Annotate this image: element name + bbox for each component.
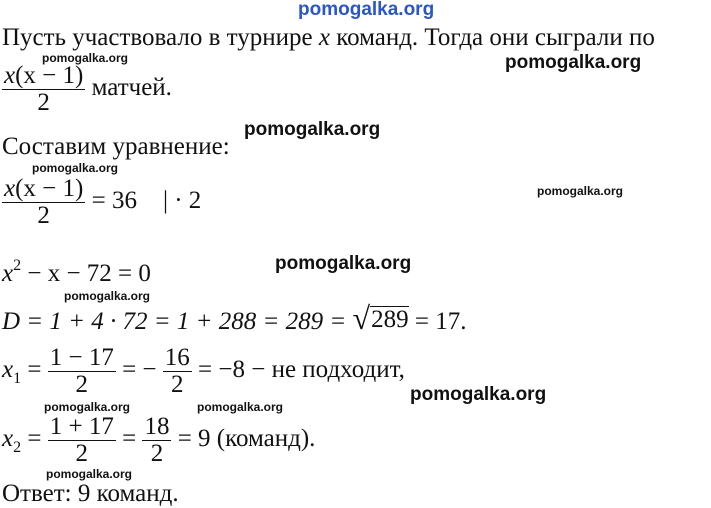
x1-den2: 2 (171, 371, 184, 398)
watermark: pomogalka.org (44, 400, 131, 414)
eq1-operation: | · 2 (162, 187, 202, 215)
x1-num2: 16 (164, 344, 190, 371)
watermark: pomogalka.org (42, 51, 129, 65)
watermark-top: pomogalka.org (298, 0, 435, 20)
watermark: pomogalka.org (537, 184, 624, 198)
compose-heading: Составим уравнение: (2, 133, 230, 160)
root-x1-line (2, 345, 405, 398)
answer-line: Ответ: 9 команд. (2, 480, 179, 507)
disc-radicand: 289 (371, 306, 409, 333)
x2-den: 2 (75, 440, 89, 467)
x1-eq: = (21, 356, 48, 384)
eq2-exponent: 2 (13, 257, 22, 274)
x2-fraction-2 (142, 414, 171, 467)
watermark: pomogalka.org (505, 52, 642, 73)
eq1-rhs: = 36 (85, 187, 137, 215)
eq1-den: 2 (37, 202, 50, 229)
x1-sub: 1 (13, 370, 22, 388)
x1-tail: = −8 − не подходит, (191, 356, 405, 384)
intro-post: команд. Тогда они сыграли по (329, 24, 655, 51)
x2-num: 1 + 17 (49, 413, 114, 440)
x1-var: x (2, 356, 14, 384)
intro-var: x (318, 24, 330, 51)
intro-line (2, 24, 655, 52)
x2-num2: 18 (144, 413, 170, 440)
discriminant-line (2, 300, 467, 336)
eq1-num-rest: (x − 1) (15, 175, 84, 202)
x1-num: 1 − 17 (49, 344, 114, 371)
watermark: pomogalka.org (410, 384, 547, 405)
watermark: pomogalka.org (244, 119, 381, 140)
sqrt-symbol: √ 289 (352, 300, 409, 336)
matches-after: матчей. (85, 74, 172, 102)
disc-tail: = 17. (408, 308, 467, 335)
x2-den2: 2 (150, 440, 164, 467)
equation-1 (2, 176, 201, 229)
x2-sub: 2 (13, 439, 22, 457)
eq1-num-var: x (4, 175, 16, 202)
x1-fraction-2 (163, 345, 192, 398)
watermark: pomogalka.org (32, 161, 119, 175)
matches-line (2, 63, 172, 116)
eq1-fraction (2, 176, 85, 229)
watermark: pomogalka.org (64, 289, 151, 303)
x2-var: x (2, 425, 14, 453)
equation-2 (2, 252, 151, 288)
x2-mid: = (115, 425, 143, 453)
matches-fraction (2, 63, 85, 116)
x2-fraction (48, 414, 116, 467)
watermark: pomogalka.org (275, 253, 412, 274)
eq2-rest: − x − 72 = 0 (21, 260, 151, 287)
x2-eq: = (21, 425, 48, 453)
matches-num-rest: (x − 1) (15, 62, 84, 89)
x1-fraction (48, 345, 116, 398)
x2-tail: = 9 (команд). (171, 425, 316, 453)
watermark: pomogalka.org (197, 400, 284, 414)
disc-lhs: D = 1 + 4 · 72 = 1 + 288 = 289 = (2, 308, 353, 335)
intro-pre: Пусть участвовало в турнире (2, 24, 319, 51)
eq2-var: x (2, 260, 14, 287)
x1-den: 2 (75, 371, 89, 398)
root-x2-line (2, 414, 315, 467)
matches-den: 2 (37, 89, 50, 116)
x1-mid: = − (115, 356, 163, 384)
watermark: pomogalka.org (46, 467, 133, 481)
matches-num-var: x (4, 62, 16, 89)
